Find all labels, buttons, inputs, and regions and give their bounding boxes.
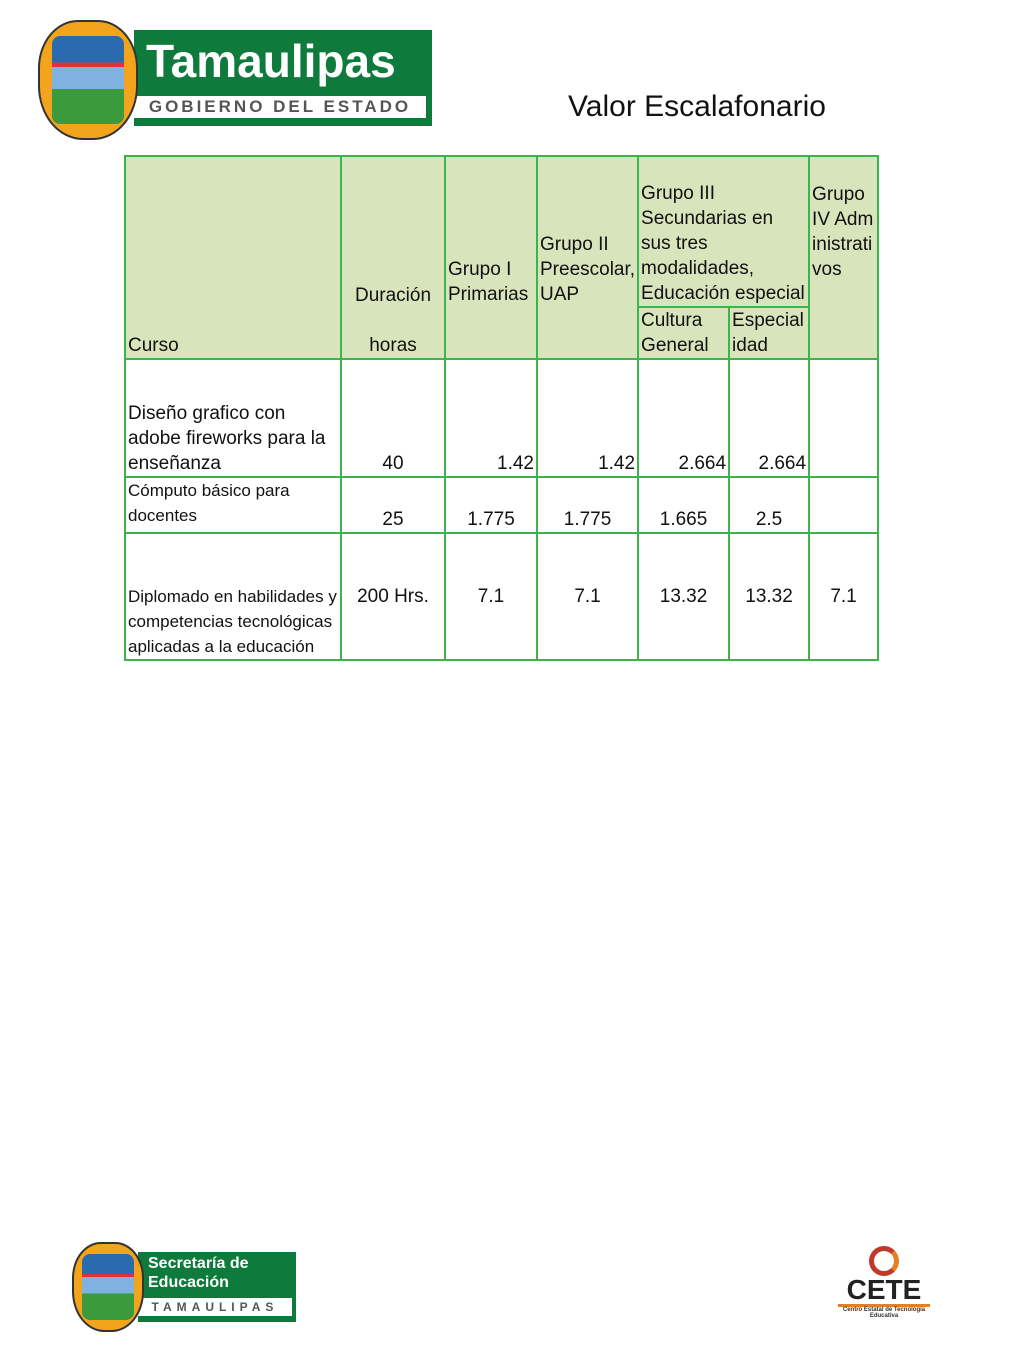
cell-grupo2: 1.775 bbox=[537, 477, 638, 533]
header-cultura-general: Cultura General bbox=[638, 307, 729, 359]
cell-grupo4 bbox=[809, 359, 878, 477]
cell-curso: Cómputo básico para docentes bbox=[125, 477, 341, 533]
cell-duracion: 200 Hrs. bbox=[341, 533, 445, 660]
cell-curso: Diseño grafico con adobe fireworks para la enseñanza bbox=[125, 359, 341, 477]
cell-duracion: 40 bbox=[341, 359, 445, 477]
secretaria-educacion-logo bbox=[72, 1242, 298, 1330]
cell-especialidad: 13.32 bbox=[729, 533, 809, 660]
cete-logo bbox=[838, 1246, 930, 1319]
cell-grupo2: 7.1 bbox=[537, 533, 638, 660]
cell-grupo1: 1.775 bbox=[445, 477, 537, 533]
cell-cultura-general: 2.664 bbox=[638, 359, 729, 477]
cell-grupo1: 1.42 bbox=[445, 359, 537, 477]
cete-swirl-icon bbox=[869, 1246, 899, 1276]
header-grupo2: Grupo II Preescolar, UAP bbox=[537, 156, 638, 359]
table-row bbox=[125, 359, 878, 477]
coat-of-arms-icon bbox=[38, 20, 138, 140]
coat-of-arms-icon bbox=[72, 1242, 144, 1332]
cete-name: CETE bbox=[838, 1276, 930, 1307]
cell-duracion: 25 bbox=[341, 477, 445, 533]
table-row bbox=[125, 533, 878, 660]
cell-grupo4: 7.1 bbox=[809, 533, 878, 660]
page-title: Valor Escalafonario bbox=[568, 90, 826, 123]
cell-grupo4 bbox=[809, 477, 878, 533]
header-duracion: Duración horas bbox=[341, 156, 445, 359]
valor-table bbox=[124, 155, 879, 661]
header-especialidad: Especialidad bbox=[729, 307, 809, 359]
sep-line3: TAMAULIPAS bbox=[138, 1298, 292, 1316]
cell-curso: Diplomado en habilidades y competencias tecnológicas aplicadas a la educación bbox=[125, 533, 341, 660]
logo-subtitle: GOBIERNO DEL ESTADO bbox=[134, 96, 426, 118]
header-grupo4: Grupo IV Administrativos bbox=[809, 156, 878, 359]
cell-cultura-general: 1.665 bbox=[638, 477, 729, 533]
cell-especialidad: 2.5 bbox=[729, 477, 809, 533]
cell-especialidad: 2.664 bbox=[729, 359, 809, 477]
header-grupo3: Grupo III Secundarias en sus tres modalidades, Educación especial bbox=[638, 156, 809, 307]
table-row bbox=[125, 477, 878, 533]
sep-line2: Educación bbox=[148, 1274, 229, 1291]
cell-cultura-general: 13.32 bbox=[638, 533, 729, 660]
logo-brand: Tamaulipas bbox=[146, 35, 396, 87]
cell-grupo2: 1.42 bbox=[537, 359, 638, 477]
cete-subtitle: Centro Estatal de Tecnología Educativa bbox=[842, 1307, 926, 1319]
sep-line1: Secretaría de bbox=[148, 1255, 249, 1272]
header-curso: Curso bbox=[125, 156, 341, 359]
tamaulipas-logo bbox=[38, 20, 433, 140]
cell-grupo1: 7.1 bbox=[445, 533, 537, 660]
header-grupo1: Grupo I Primarias bbox=[445, 156, 537, 359]
